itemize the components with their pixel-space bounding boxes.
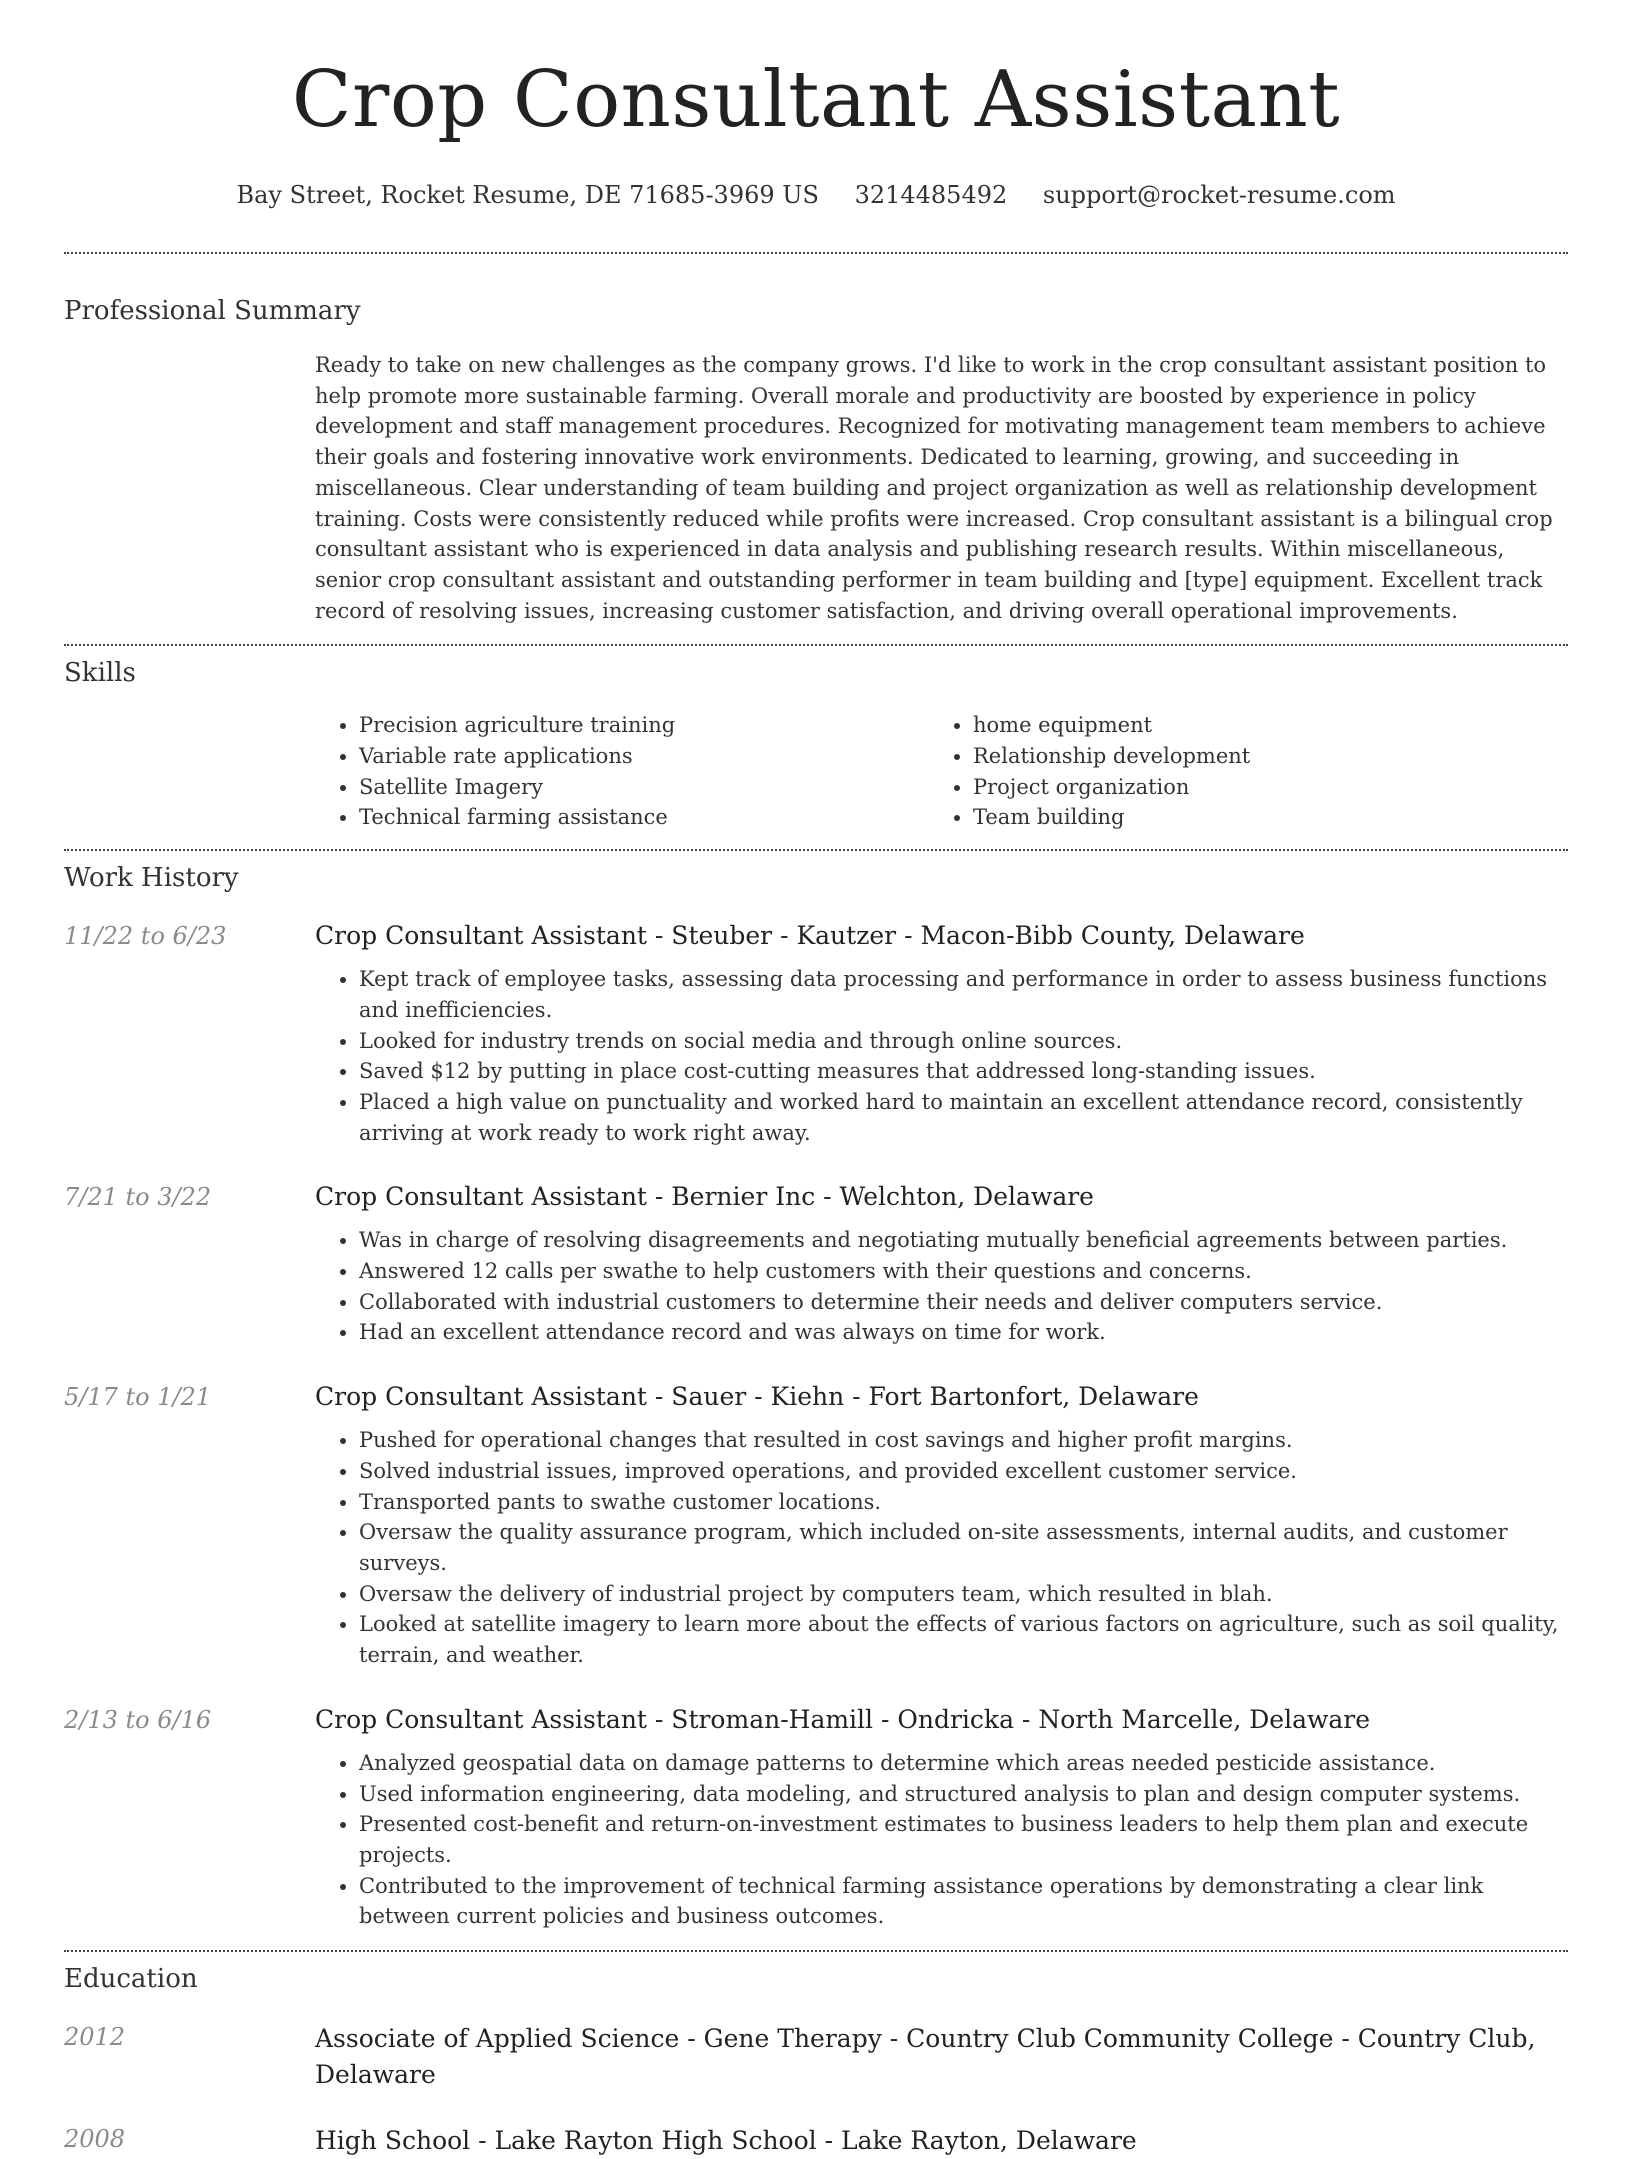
skills-section <box>64 657 1568 833</box>
job-bullets <box>315 964 1568 1148</box>
job-bullets <box>315 1425 1568 1671</box>
job-bullet: • Collaborated with industrial customers to determine their needs and deliver computers service. <box>359 1287 1568 1318</box>
skills-list-right <box>929 710 1543 833</box>
contact-email: support@rocket-resume.com <box>1042 181 1396 209</box>
contact-phone: 3214485492 <box>854 181 1008 209</box>
summary-section <box>64 295 1568 626</box>
job-entry <box>64 920 1568 1148</box>
summary-text: Ready to take on new challenges as the company grows. I'd like to work in the crop consultant assistant position to help promote more sustainable farming. Overall morale and productivity are boosted by experience in policy development and staff management procedures. Recognized for motivating management team members to achieve their goals and fostering innovative work environments. Dedicated to learning, growing, and succeeding in miscellaneous. Clear understanding of team building and project organization as well as relationship development training. Costs were consistently reduced while profits were increased. Crop consultant assistant is a bilingual crop consultant assistant who is experienced in data analysis and publishing research results. Within miscellaneous, senior crop consultant assistant and outstanding performer in team building and [type] equipment. Excellent track record of resolving issues, increasing customer satisfaction, and driving overall operational improvements. <box>315 353 1553 623</box>
job-bullet: • Contributed to the improvement of technical farming assistance operations by demonstrating a clear link between current policies and business outcomes. <box>359 1871 1568 1932</box>
skill-item: • Relationship development <box>973 741 1543 772</box>
job-bullet: • Used information engineering, data modeling, and structured analysis to plan and design computer systems. <box>359 1779 1568 1810</box>
resume-name: Crop Consultant Assistant <box>291 55 1341 145</box>
job-entry <box>64 1181 1568 1348</box>
section-divider <box>64 849 1568 851</box>
contact-line <box>64 180 1568 210</box>
job-bullet: • Saved $12 by putting in place cost-cutting measures that addressed long-standing issues. <box>359 1056 1568 1087</box>
skill-item: • Technical farming assistance <box>359 802 929 833</box>
job-bullet: • Solved industrial issues, improved operations, and provided excellent customer service. <box>359 1456 1568 1487</box>
job-bullet: • Oversaw the delivery of industrial project by computers team, which resulted in blah. <box>359 1579 1568 1610</box>
education-title: Associate of Applied Science - Gene Therapy - Country Club Community College - Country Club, Delaware <box>315 2024 1536 2090</box>
job-dates: 5/17 to 1/21 <box>64 1383 212 1412</box>
job-bullet: • Analyzed geospatial data on damage patterns to determine which areas needed pesticide assistance. <box>359 1748 1568 1779</box>
education-entry <box>64 2123 1568 2159</box>
job-dates: 7/21 to 3/22 <box>64 1183 212 1212</box>
job-dates: 11/22 to 6/23 <box>64 922 227 951</box>
job-bullet: • Pushed for operational changes that resulted in cost savings and higher profit margins. <box>359 1425 1568 1456</box>
resume-page <box>64 0 1568 2159</box>
work-heading: Work History <box>64 863 239 894</box>
job-dates: 2/13 to 6/16 <box>64 1705 212 1734</box>
job-title: Crop Consultant Assistant - Steuber - Kautzer - Macon-Bibb County, Delaware <box>315 921 1305 951</box>
contact-address: Bay Street, Rocket Resume, DE 71685-3969 US <box>236 181 819 209</box>
job-bullet: • Looked for industry trends on social media and through online sources. <box>359 1026 1568 1057</box>
skill-item: • Team building <box>973 802 1543 833</box>
job-bullet: • Kept track of employee tasks, assessing data processing and performance in order to assess business functions and inefficiencies. <box>359 964 1568 1025</box>
job-title: Crop Consultant Assistant - Sauer - Kiehn - Fort Bartonfort, Delaware <box>315 1382 1199 1412</box>
work-section <box>64 862 1568 1932</box>
section-divider <box>64 252 1568 254</box>
skill-item: • home equipment <box>973 710 1543 741</box>
skill-item: • Project organization <box>973 772 1543 803</box>
education-year: 2012 <box>64 2023 126 2052</box>
education-year: 2008 <box>64 2125 126 2154</box>
job-bullets <box>315 1225 1568 1348</box>
education-title: High School - Lake Rayton High School - Lake Rayton, Delaware <box>315 2126 1137 2156</box>
summary-heading: Professional Summary <box>64 296 361 326</box>
job-title: Crop Consultant Assistant - Bernier Inc - Welchton, Delaware <box>315 1182 1094 1212</box>
job-bullet: • Transported pants to swathe customer locations. <box>359 1487 1568 1518</box>
job-bullet: • Oversaw the quality assurance program, which included on-site assessments, internal audits, and customer surveys. <box>359 1517 1568 1578</box>
skill-item: • Satellite Imagery <box>359 772 929 803</box>
job-bullet: • Had an excellent attendance record and was always on time for work. <box>359 1317 1568 1348</box>
job-bullet: • Presented cost-benefit and return-on-investment estimates to business leaders to help them plan and execute projects. <box>359 1809 1568 1870</box>
job-bullet: • Placed a high value on punctuality and worked hard to maintain an excellent attendance record, consistently arriving at work ready to work right away. <box>359 1087 1568 1148</box>
skill-item: • Variable rate applications <box>359 741 929 772</box>
job-bullet: • Was in charge of resolving disagreements and negotiating mutually beneficial agreements between parties. <box>359 1225 1568 1256</box>
education-heading: Education <box>64 1964 198 1995</box>
job-title: Crop Consultant Assistant - Stroman-Hamill - Ondricka - North Marcelle, Delaware <box>315 1704 1371 1734</box>
job-bullet: • Answered 12 calls per swathe to help customers with their questions and concerns. <box>359 1256 1568 1287</box>
education-section <box>64 1963 1568 2159</box>
job-bullet: • Looked at satellite imagery to learn more about the effects of various factors on agriculture, such as soil quality, terrain, and weather. <box>359 1609 1568 1670</box>
section-divider <box>64 1950 1568 1952</box>
skills-heading: Skills <box>64 658 136 689</box>
skill-item: • Precision agriculture training <box>359 710 929 741</box>
section-divider <box>64 644 1568 646</box>
job-entry <box>64 1381 1568 1671</box>
job-bullets <box>315 1748 1568 1932</box>
skills-list-left <box>315 710 929 833</box>
job-entry <box>64 1704 1568 1932</box>
education-entry <box>64 2021 1568 2093</box>
